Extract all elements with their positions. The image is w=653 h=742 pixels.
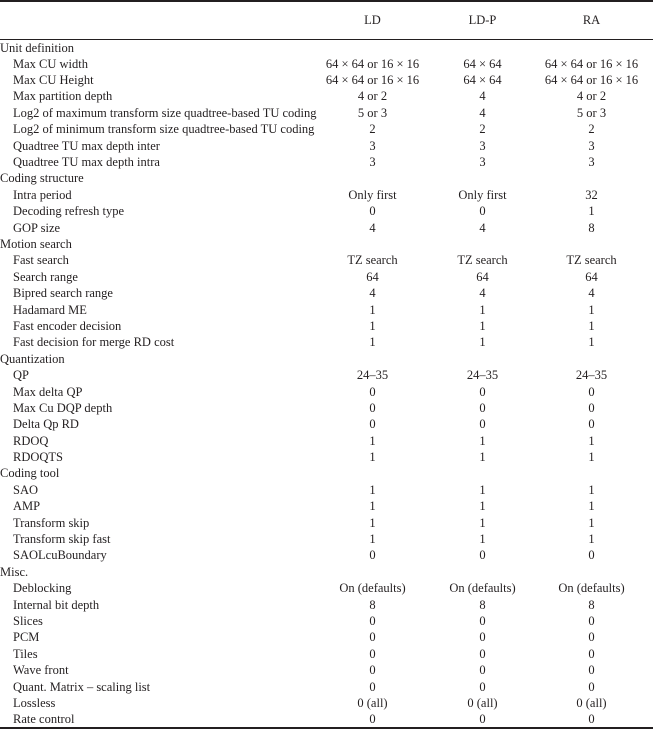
- value-ra: 1: [588, 302, 595, 317]
- value-ra: 5 or 3: [576, 105, 607, 120]
- table-row: [0, 514, 653, 530]
- value-ld: 64: [366, 269, 379, 284]
- value-ra: 8: [588, 597, 595, 612]
- value-ra: 0: [588, 613, 595, 628]
- value-ld: 2: [369, 122, 376, 137]
- empty-cell: [435, 236, 530, 252]
- row-label: Fast search: [13, 253, 69, 268]
- table-row: [0, 269, 653, 285]
- value-ld-p: 0: [479, 663, 486, 678]
- value-ra: 64: [585, 269, 598, 284]
- value-ra: 1: [588, 515, 595, 530]
- section-header-row: [0, 236, 653, 252]
- value-ld-p: On (defaults): [449, 581, 516, 596]
- value-ra: 0: [588, 663, 595, 678]
- row-label: Deblocking: [13, 581, 72, 596]
- value-ld-p: 1: [479, 482, 486, 497]
- row-label: Tiles: [13, 646, 38, 661]
- row-label: QP: [13, 368, 29, 383]
- table-row: [0, 219, 653, 235]
- row-label: Quant. Matrix – scaling list: [13, 679, 151, 694]
- value-ld-p: 0: [479, 679, 486, 694]
- value-ld-p: 24–35: [466, 368, 499, 383]
- empty-cell: [310, 351, 435, 367]
- table-row: [0, 629, 653, 645]
- value-ra: 24–35: [575, 368, 608, 383]
- table-row: [0, 137, 653, 153]
- table-row: [0, 613, 653, 629]
- row-label: Search range: [13, 269, 78, 284]
- value-ra: 1: [588, 335, 595, 350]
- row-label: PCM: [13, 630, 40, 645]
- value-ra: 32: [585, 187, 598, 202]
- table-row: [0, 72, 653, 88]
- value-ld-p: 1: [479, 532, 486, 547]
- row-label: Max CU width: [13, 56, 88, 71]
- value-ld-p: 3: [479, 155, 486, 170]
- value-ra: TZ search: [566, 253, 617, 268]
- value-ld: 5 or 3: [357, 105, 388, 120]
- value-ld-p: 4: [479, 220, 486, 235]
- table-row: [0, 285, 653, 301]
- section-title: Quantization: [0, 351, 65, 366]
- value-ld: 0: [369, 548, 376, 563]
- value-ra: 0: [588, 548, 595, 563]
- value-ld-p: 4: [479, 89, 486, 104]
- row-label: Max CU Height: [13, 73, 94, 88]
- value-ra: 64 × 64 or 16 × 16: [544, 56, 639, 71]
- table-row: [0, 498, 653, 514]
- table-row: [0, 416, 653, 432]
- value-ld: 0: [369, 384, 376, 399]
- empty-cell: [310, 465, 435, 481]
- empty-cell: [435, 564, 530, 580]
- table-row: [0, 646, 653, 662]
- value-ld: 0: [369, 679, 376, 694]
- row-label: RDOQ: [13, 433, 49, 448]
- value-ld: 0 (all): [357, 695, 388, 710]
- section-title: Unit definition: [0, 40, 74, 55]
- value-ld: 1: [369, 450, 376, 465]
- value-ld: 64 × 64 or 16 × 16: [325, 73, 420, 88]
- value-ld: 1: [369, 302, 376, 317]
- value-ld-p: 1: [479, 433, 486, 448]
- row-label: GOP size: [13, 220, 61, 235]
- value-ld: 4 or 2: [357, 89, 388, 104]
- section-header-row: [0, 465, 653, 481]
- value-ra: 1: [588, 532, 595, 547]
- value-ld: 1: [369, 318, 376, 333]
- value-ld: 1: [369, 433, 376, 448]
- value-ld: 3: [369, 155, 376, 170]
- value-ld: On (defaults): [339, 581, 406, 596]
- table-row: [0, 252, 653, 268]
- value-ra: 0: [588, 646, 595, 661]
- value-ld: 4: [369, 220, 376, 235]
- value-ld-p: 0: [479, 400, 486, 415]
- value-ld-p: 64 × 64: [463, 73, 502, 88]
- table-row: [0, 400, 653, 416]
- value-ld: 0: [369, 630, 376, 645]
- header-ra: RA: [530, 1, 653, 39]
- value-ld: 0: [369, 400, 376, 415]
- value-ld-p: 1: [479, 515, 486, 530]
- value-ra: 3: [588, 138, 595, 153]
- table-row: [0, 154, 653, 170]
- value-ld-p: 1: [479, 450, 486, 465]
- empty-cell: [530, 39, 653, 56]
- empty-cell: [435, 39, 530, 56]
- table-row: [0, 449, 653, 465]
- row-label: Quadtree TU max depth inter: [13, 138, 160, 153]
- section-title: Misc.: [0, 564, 29, 579]
- value-ra: 4: [588, 286, 595, 301]
- table-row: [0, 105, 653, 121]
- value-ld: 64 × 64 or 16 × 16: [325, 56, 420, 71]
- value-ld: TZ search: [347, 253, 398, 268]
- table-row: [0, 203, 653, 219]
- value-ra: 1: [588, 318, 595, 333]
- value-ld: Only first: [348, 187, 397, 202]
- value-ld-p: 4: [479, 105, 486, 120]
- value-ld: 24–35: [356, 368, 389, 383]
- table-row: [0, 531, 653, 547]
- row-label: Slices: [13, 613, 43, 628]
- value-ld-p: TZ search: [457, 253, 508, 268]
- value-ra: 4 or 2: [576, 89, 607, 104]
- value-ld-p: 8: [479, 597, 486, 612]
- header-ld: LD: [310, 1, 435, 39]
- value-ra: 1: [588, 450, 595, 465]
- section-header-row: [0, 170, 653, 186]
- empty-cell: [435, 351, 530, 367]
- table-row: [0, 88, 653, 104]
- value-ld-p: 1: [479, 335, 486, 350]
- value-ra: 0: [588, 384, 595, 399]
- value-ra: 1: [588, 433, 595, 448]
- value-ra: On (defaults): [558, 581, 625, 596]
- value-ld: 0: [310, 711, 435, 728]
- empty-cell: [530, 236, 653, 252]
- row-label: Log2 of minimum transform size quadtree-based TU coding: [13, 122, 315, 137]
- value-ra: 3: [588, 155, 595, 170]
- value-ld-p: 0: [479, 646, 486, 661]
- header-ld-p: LD-P: [435, 1, 530, 39]
- empty-cell: [310, 236, 435, 252]
- row-label: Bipred search range: [13, 286, 113, 301]
- row-label: Fast encoder decision: [13, 318, 122, 333]
- table-row: [0, 662, 653, 678]
- value-ld: 1: [369, 482, 376, 497]
- value-ld: 0: [369, 646, 376, 661]
- value-ld-p: 0: [435, 711, 530, 728]
- value-ld-p: 1: [479, 499, 486, 514]
- row-label: Fast decision for merge RD cost: [13, 335, 175, 350]
- value-ld: 4: [369, 286, 376, 301]
- empty-cell: [435, 170, 530, 186]
- row-label: Quadtree TU max depth intra: [13, 155, 160, 170]
- row-label: Max delta QP: [13, 384, 83, 399]
- value-ld: 0: [369, 204, 376, 219]
- value-ld: 1: [369, 335, 376, 350]
- value-ra: 8: [588, 220, 595, 235]
- value-ld-p: 3: [479, 138, 486, 153]
- table-row: [0, 367, 653, 383]
- value-ld-p: 0: [479, 630, 486, 645]
- row-label: Intra period: [13, 187, 72, 202]
- row-label: Lossless: [13, 695, 56, 710]
- value-ld: 1: [369, 515, 376, 530]
- row-label: AMP: [13, 499, 41, 514]
- row-label: Internal bit depth: [13, 597, 100, 612]
- empty-cell: [310, 564, 435, 580]
- section-header-row: [0, 351, 653, 367]
- section-title: Coding tool: [0, 466, 60, 481]
- empty-cell: [435, 465, 530, 481]
- value-ld-p: 0 (all): [467, 695, 498, 710]
- row-label: Hadamard ME: [13, 302, 87, 317]
- row-label: RDOQTS: [13, 450, 64, 465]
- value-ld-p: 0: [479, 417, 486, 432]
- value-ld-p: 1: [479, 318, 486, 333]
- value-ld-p: 2: [479, 122, 486, 137]
- table-row: [0, 301, 653, 317]
- table-row: [0, 547, 653, 563]
- table-row: [0, 318, 653, 334]
- value-ra: 1: [588, 204, 595, 219]
- value-ra: 0 (all): [576, 695, 607, 710]
- value-ra: 0: [588, 417, 595, 432]
- header-row: [0, 1, 653, 39]
- section-header-row: [0, 39, 653, 56]
- row-label: Wave front: [13, 663, 69, 678]
- section-title: Motion search: [0, 236, 72, 251]
- table-row: [0, 711, 653, 728]
- empty-cell: [530, 465, 653, 481]
- value-ld-p: 0: [479, 204, 486, 219]
- value-ld-p: 64 × 64: [463, 56, 502, 71]
- value-ra: 2: [588, 122, 595, 137]
- value-ld: 1: [369, 532, 376, 547]
- table-row: [0, 432, 653, 448]
- value-ld-p: 64: [476, 269, 489, 284]
- header-corner: [0, 1, 310, 39]
- row-label: SAOLcuBoundary: [13, 548, 107, 563]
- value-ld-p: 0: [479, 548, 486, 563]
- value-ld: 0: [369, 417, 376, 432]
- table-row: [0, 482, 653, 498]
- row-label: Max Cu DQP depth: [13, 400, 113, 415]
- value-ld: 3: [369, 138, 376, 153]
- row-label: Max partition depth: [13, 89, 113, 104]
- value-ld-p: 0: [479, 613, 486, 628]
- value-ld: 1: [369, 499, 376, 514]
- value-ra: 0: [588, 630, 595, 645]
- table-row: [0, 121, 653, 137]
- value-ld-p: 0: [479, 384, 486, 399]
- empty-cell: [530, 564, 653, 580]
- section-header-row: [0, 564, 653, 580]
- row-label: Log2 of maximum transform size quadtree-based TU coding: [13, 105, 317, 120]
- row-label: Delta Qp RD: [13, 417, 79, 432]
- value-ld-p: 4: [479, 286, 486, 301]
- value-ra: 0: [588, 400, 595, 415]
- value-ra: 64 × 64 or 16 × 16: [544, 73, 639, 88]
- value-ld: 0: [369, 663, 376, 678]
- table-row: [0, 596, 653, 612]
- value-ra: 0: [530, 711, 653, 728]
- empty-cell: [310, 170, 435, 186]
- value-ra: 1: [588, 482, 595, 497]
- table-row: [0, 580, 653, 596]
- value-ld-p: Only first: [458, 187, 507, 202]
- table-row: [0, 695, 653, 711]
- table-row: [0, 383, 653, 399]
- row-label: Transform skip: [13, 515, 90, 530]
- table-row: [0, 334, 653, 350]
- value-ld: 0: [369, 613, 376, 628]
- value-ra: 0: [588, 679, 595, 694]
- table-body: [0, 39, 653, 728]
- row-label: Decoding refresh type: [13, 204, 125, 219]
- value-ld-p: 1: [479, 302, 486, 317]
- value-ra: 1: [588, 499, 595, 514]
- empty-cell: [530, 170, 653, 186]
- table-row: [0, 187, 653, 203]
- table-row: [0, 56, 653, 72]
- row-label: SAO: [13, 482, 39, 497]
- row-label: Rate control: [0, 711, 310, 728]
- row-label: Transform skip fast: [13, 532, 111, 547]
- table-row: [0, 678, 653, 694]
- value-ld: 8: [369, 597, 376, 612]
- empty-cell: [310, 39, 435, 56]
- section-title: Coding structure: [0, 171, 84, 186]
- empty-cell: [530, 351, 653, 367]
